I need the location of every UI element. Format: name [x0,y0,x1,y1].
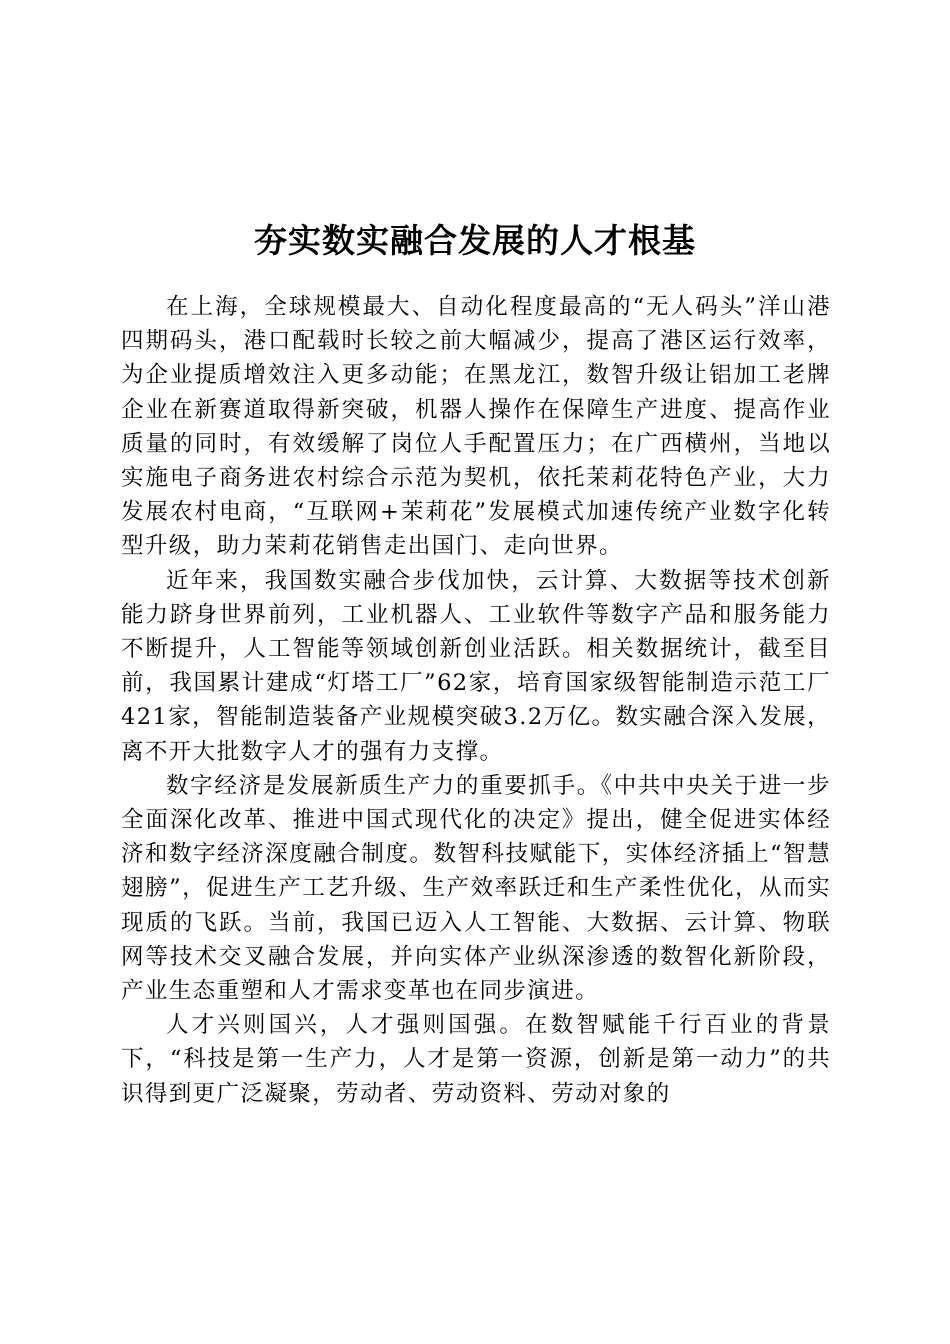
paragraph-4: 人才兴则国兴，人才强则国强。在数智赋能千行百业的背景下，“科技是第一生产力，人才是第一资源，创新是第一动力”的共识得到更广泛凝聚，劳动者、劳动资料、劳动对象的 [121,1012,831,1107]
document-title: 夯实数实融合发展的人才根基 [254,221,696,261]
paragraph-3: 数字经济是发展新质生产力的重要抓手。《中共中央关于进一步全面深化改革、推进中国式现代化的决定》提出，健全促进实体经济和数字经济深度融合制度。数智科技赋能下，实体经济插上“智慧翅膀”，促进生产工艺升级、生产效率跃迁和生产柔性优化，从而实现质的飞跃。当前，我国已迈入人工智能、大数据、云计算、物联网等技术交叉融合发展，并向实体产业纵深渗透的数智化新阶段，产业生态重塑和人才需求变革也在同步演进。 [121,772,831,1005]
paragraph-1: 在上海，全球规模最大、自动化程度最高的“无人码头”洋山港四期码头，港口配载时长较之前大幅减少，提高了港区运行效率，为企业提质增效注入更多动能；在黑龙江，数智升级让铝加工老牌企业在新赛道取得新突破，机器人操作在保障生产进度、提高作业质量的同时，有效缓解了岗位人手配置压力；在广西横州，当地以实施电子商务进农村综合示范为契机，依托茉莉花特色产业，大力发展农村电商，“互联网+茉莉花”发展模式加速传统产业数字化转型升级，助力茉莉花销售走出国门、走向世界。 [121,294,831,560]
paragraph-2: 近年来，我国数实融合步伐加快，云计算、大数据等技术创新能力跻身世界前列，工业机器人、工业软件等数字产品和服务能力不断提升，人工智能等领域创新创业活跃。相关数据统计，截至目前，我国累计建成“灯塔工厂”62家，培育国家级智能制造示范工厂421家，智能制造装备产业规模突破3.2万亿。数实融合深入发展，离不开大批数字人才的强有力支撑。 [121,567,831,765]
document-body [121,290,831,1111]
